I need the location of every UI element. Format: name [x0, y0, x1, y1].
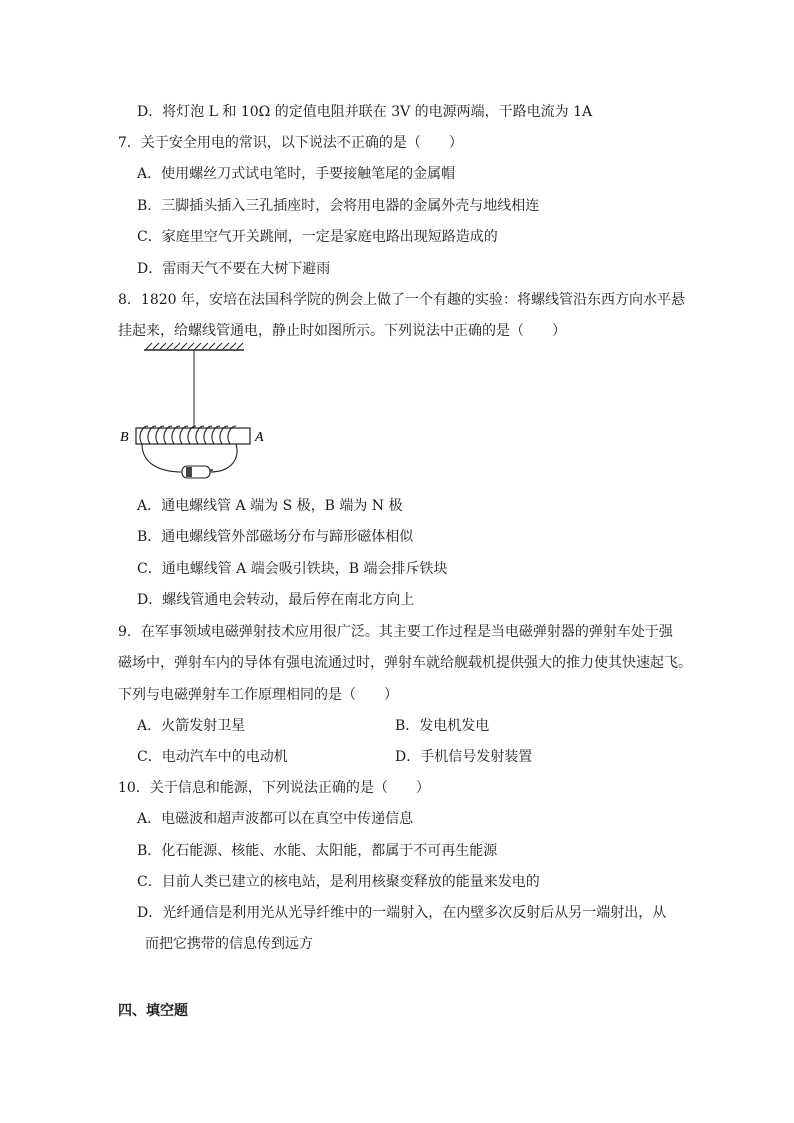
q6-option-d: D．将灯泡 L 和 10Ω 的定值电阻并联在 3V 的电源两端，干路电流为 1A [137, 104, 593, 120]
q8-option-c: C．通电螺线管 A 端会吸引铁块，B 端会排斥铁块 [137, 561, 448, 577]
solenoid-core [136, 428, 250, 444]
q8-option-a: A．通电螺线管 A 端为 S 极，B 端为 N 极 [137, 498, 403, 514]
q9-stem-line-1: 9．在军事领域电磁弹射技术应用很广泛。其主要工作过程是当电磁弹射器的弹射车处于强 [118, 624, 673, 640]
q10-option-c: C．目前人类已建立的核电站，是利用核聚变释放的能量来发电的 [137, 874, 540, 890]
q7-option-d: D．雷雨天气不要在大树下避雨 [137, 261, 331, 277]
q9-option-d: D．手机信号发射装置 [395, 749, 533, 765]
q8-stem-line-1: 8．1820 年，安培在法国科学院的例会上做了一个有趣的实验：将螺线管沿东西方向水平悬 [118, 292, 685, 308]
q10-option-d-line-2: 而把它携带的信息传到远方 [145, 936, 313, 952]
q10-option-a: A．电磁波和超声波都可以在真空中传递信息 [137, 811, 414, 827]
q10-option-d-line-1: D．光纤通信是利用光从光导纤维中的一端射入，在内壁多次反射后从另一端射出，从 [137, 905, 667, 921]
q9-stem-line-3: 下列与电磁弹射车工作原理相同的是（ ） [118, 687, 398, 703]
solenoid-figure [112, 340, 272, 490]
section-heading: 四、填空题 [118, 1003, 188, 1019]
q7-option-c: C．家庭里空气开关跳闸，一定是家庭电路出现短路造成的 [137, 229, 498, 245]
q9-stem-line-2: 磁场中，弹射车内的导体有强电流通过时，弹射车就给舰载机提供强大的推力使其快速起飞。 [118, 655, 692, 671]
q8-option-d: D．螺线管通电会转动，最后停在南北方向上 [137, 592, 415, 608]
q9-option-b: B．发电机发电 [395, 718, 490, 734]
q10-stem: 10．关于信息和能源，下列说法正确的是（ ） [118, 780, 430, 796]
q10-option-b: B．化石能源、核能、水能、太阳能，都属于不可再生能源 [137, 843, 498, 859]
q7-option-a: A．使用螺丝刀式试电笔时，手要接触笔尾的金属帽 [137, 166, 456, 182]
q7-stem: 7．关于安全用电的常识，以下说法不正确的是（ ） [118, 135, 463, 151]
battery-icon [182, 466, 213, 478]
q7-option-b: B．三脚插头插入三孔插座时，会将用电器的金属外壳与地线相连 [137, 198, 540, 214]
label-a: A [255, 430, 264, 445]
q9-option-c: C．电动汽车中的电动机 [137, 749, 288, 765]
label-b: B [120, 430, 129, 445]
q9-option-a: A．火箭发射卫星 [137, 718, 246, 734]
q8-option-b: B．通电螺线管外部磁场分布与蹄形磁体相似 [137, 529, 414, 545]
ceiling-support [144, 343, 244, 350]
q8-stem-line-2: 挂起来，给螺线管通电，静止时如图所示。下列说法中正确的是（ ） [118, 323, 566, 339]
